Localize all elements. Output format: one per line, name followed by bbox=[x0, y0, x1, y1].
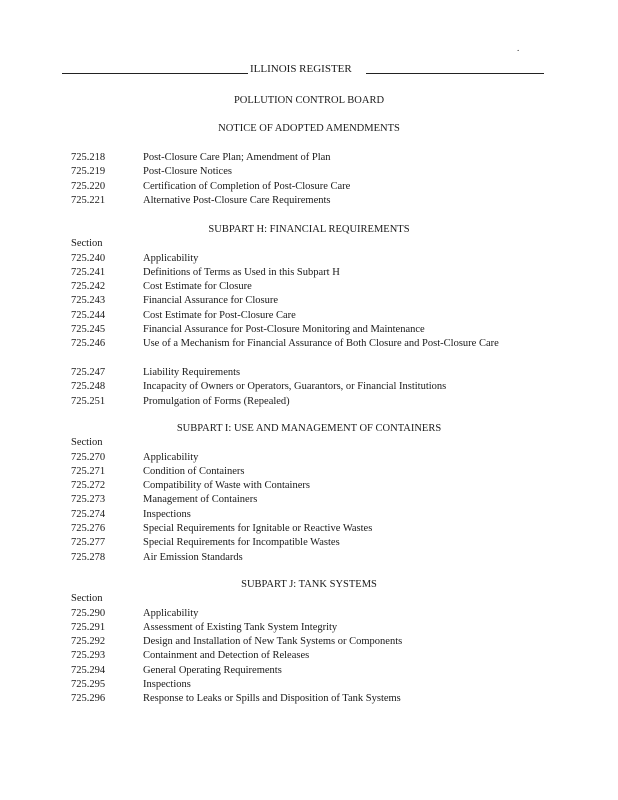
section-number: 725.244 bbox=[71, 309, 106, 321]
section-number: 725.273 bbox=[71, 494, 106, 506]
section-number: 725.272 bbox=[71, 480, 106, 492]
section-number: 725.293 bbox=[71, 650, 106, 662]
list-item bbox=[0, 451, 618, 465]
section-number: 725.246 bbox=[71, 338, 106, 350]
section-title: Compatibility of Waste with Containers bbox=[143, 480, 310, 492]
section-number: 725.294 bbox=[71, 664, 106, 676]
section-title: Financial Assurance for Closure bbox=[143, 295, 279, 307]
subpart-heading: SUBPART J: TANK SYSTEMS bbox=[241, 579, 377, 590]
list-item bbox=[0, 621, 618, 635]
section-number: 725.276 bbox=[71, 523, 106, 535]
section-title: Promulgation of Forms (Repealed) bbox=[143, 395, 290, 407]
list-item bbox=[0, 366, 618, 380]
section-number: 725.241 bbox=[71, 266, 106, 278]
list-item bbox=[0, 337, 618, 366]
list-item bbox=[0, 395, 618, 409]
list-item bbox=[0, 309, 618, 323]
subpart-h bbox=[0, 223, 618, 409]
list-item bbox=[0, 465, 618, 479]
corner-mark: . bbox=[517, 43, 520, 53]
list-item bbox=[0, 692, 618, 706]
section-number: 725.291 bbox=[71, 621, 106, 633]
list-item bbox=[0, 294, 618, 308]
section-label: Section bbox=[71, 593, 103, 605]
notice-title: NOTICE OF ADOPTED AMENDMENTS bbox=[218, 123, 400, 134]
list-item bbox=[0, 508, 618, 522]
section-title: Special Requirements for Ignitable or Reactive Wastes bbox=[143, 523, 373, 535]
section-title: Response to Leaks or Spills and Disposition of Tank Systems bbox=[143, 693, 401, 705]
section-number: 725.296 bbox=[71, 693, 106, 705]
list-item bbox=[0, 479, 618, 493]
section-title: Design and Installation of New Tank Systems or Components bbox=[143, 636, 403, 648]
section-number: 725.292 bbox=[71, 636, 106, 648]
list-item bbox=[0, 635, 618, 649]
section-number: 725.218 bbox=[71, 152, 106, 163]
section-title: Inspections bbox=[143, 508, 191, 520]
section-title: Management of Containers bbox=[143, 494, 258, 506]
section-label-row bbox=[0, 237, 618, 251]
list-item bbox=[0, 165, 618, 179]
list-item bbox=[0, 151, 618, 165]
register-title: ILLINOIS REGISTER bbox=[250, 63, 352, 75]
section-number: 725.278 bbox=[71, 551, 106, 563]
section-title: Cost Estimate for Closure bbox=[143, 281, 252, 293]
section-title: Use of a Mechanism for Financial Assurance of Both Closure and Post-Closure Care bbox=[143, 338, 499, 350]
header-rule-left bbox=[62, 73, 248, 74]
section-label-row bbox=[0, 436, 618, 450]
section-title: Alternative Post-Closure Care Requirements bbox=[143, 194, 331, 206]
section-title: Air Emission Standards bbox=[143, 551, 243, 563]
list-item bbox=[0, 649, 618, 663]
list-item bbox=[0, 380, 618, 394]
section-title: Applicability bbox=[143, 451, 199, 463]
section-number: 725.240 bbox=[71, 252, 106, 264]
section-title: Assessment of Existing Tank System Integrity bbox=[143, 621, 338, 633]
section-number: 725.245 bbox=[71, 324, 106, 336]
list-item bbox=[0, 607, 618, 621]
section-title: Financial Assurance for Post-Closure Monitoring and Maintenance bbox=[143, 324, 425, 336]
section-number: 725.251 bbox=[71, 395, 106, 407]
section-number: 725.221 bbox=[71, 194, 106, 206]
section-title: Inspections bbox=[143, 679, 191, 691]
list-item bbox=[0, 522, 618, 536]
section-number: 725.243 bbox=[71, 295, 106, 307]
list-item bbox=[0, 678, 618, 692]
list-item bbox=[0, 252, 618, 266]
list-item bbox=[0, 664, 618, 678]
section-number: 725.220 bbox=[71, 180, 106, 192]
list-item bbox=[0, 551, 618, 565]
section-title: General Operating Requirements bbox=[143, 664, 282, 676]
subpart-j bbox=[0, 578, 618, 707]
list-item bbox=[0, 493, 618, 507]
section-number: 725.271 bbox=[71, 465, 106, 477]
section-title: Incapacity of Owners or Operators, Guarantors, or Financial Institutions bbox=[143, 381, 447, 393]
section-title: Liability Requirements bbox=[143, 366, 241, 378]
section-title: Applicability bbox=[143, 252, 199, 264]
list-item bbox=[0, 323, 618, 337]
section-number: 725.277 bbox=[71, 537, 106, 549]
section-number: 725.248 bbox=[71, 381, 106, 393]
list-item bbox=[0, 536, 618, 550]
section-number: 725.219 bbox=[71, 166, 106, 178]
list-item bbox=[0, 280, 618, 294]
section-label: Section bbox=[71, 437, 103, 449]
section-title: Certification of Completion of Post-Closure Care bbox=[143, 180, 351, 192]
intro-section-list bbox=[0, 151, 618, 208]
section-number: 725.290 bbox=[71, 607, 106, 619]
section-label: Section bbox=[71, 238, 103, 250]
section-title: Condition of Containers bbox=[143, 465, 245, 477]
list-item bbox=[0, 180, 618, 194]
section-title: Applicability bbox=[143, 607, 199, 619]
section-title: Cost Estimate for Post-Closure Care bbox=[143, 309, 296, 321]
header-rule-right bbox=[366, 73, 544, 74]
section-title: Post-Closure Notices bbox=[143, 166, 232, 178]
subpart-i bbox=[0, 422, 618, 565]
section-number: 725.247 bbox=[71, 366, 106, 378]
section-number: 725.274 bbox=[71, 508, 106, 520]
section-number: 725.270 bbox=[71, 451, 106, 463]
section-title: Post-Closure Care Plan; Amendment of Plan bbox=[143, 152, 331, 163]
list-item bbox=[0, 266, 618, 280]
section-number: 725.295 bbox=[71, 679, 106, 691]
subpart-heading: SUBPART I: USE AND MANAGEMENT OF CONTAINERS bbox=[176, 423, 442, 434]
section-number: 725.242 bbox=[71, 281, 106, 293]
subpart-heading: SUBPART H: FINANCIAL REQUIREMENTS bbox=[208, 224, 410, 235]
section-label-row bbox=[0, 592, 618, 606]
list-item bbox=[0, 194, 618, 208]
section-title: Containment and Detection of Releases bbox=[143, 650, 310, 662]
board-title: POLLUTION CONTROL BOARD bbox=[233, 95, 385, 106]
section-title: Special Requirements for Incompatible Wastes bbox=[143, 537, 340, 549]
section-title: Definitions of Terms as Used in this Subpart H bbox=[143, 266, 340, 278]
